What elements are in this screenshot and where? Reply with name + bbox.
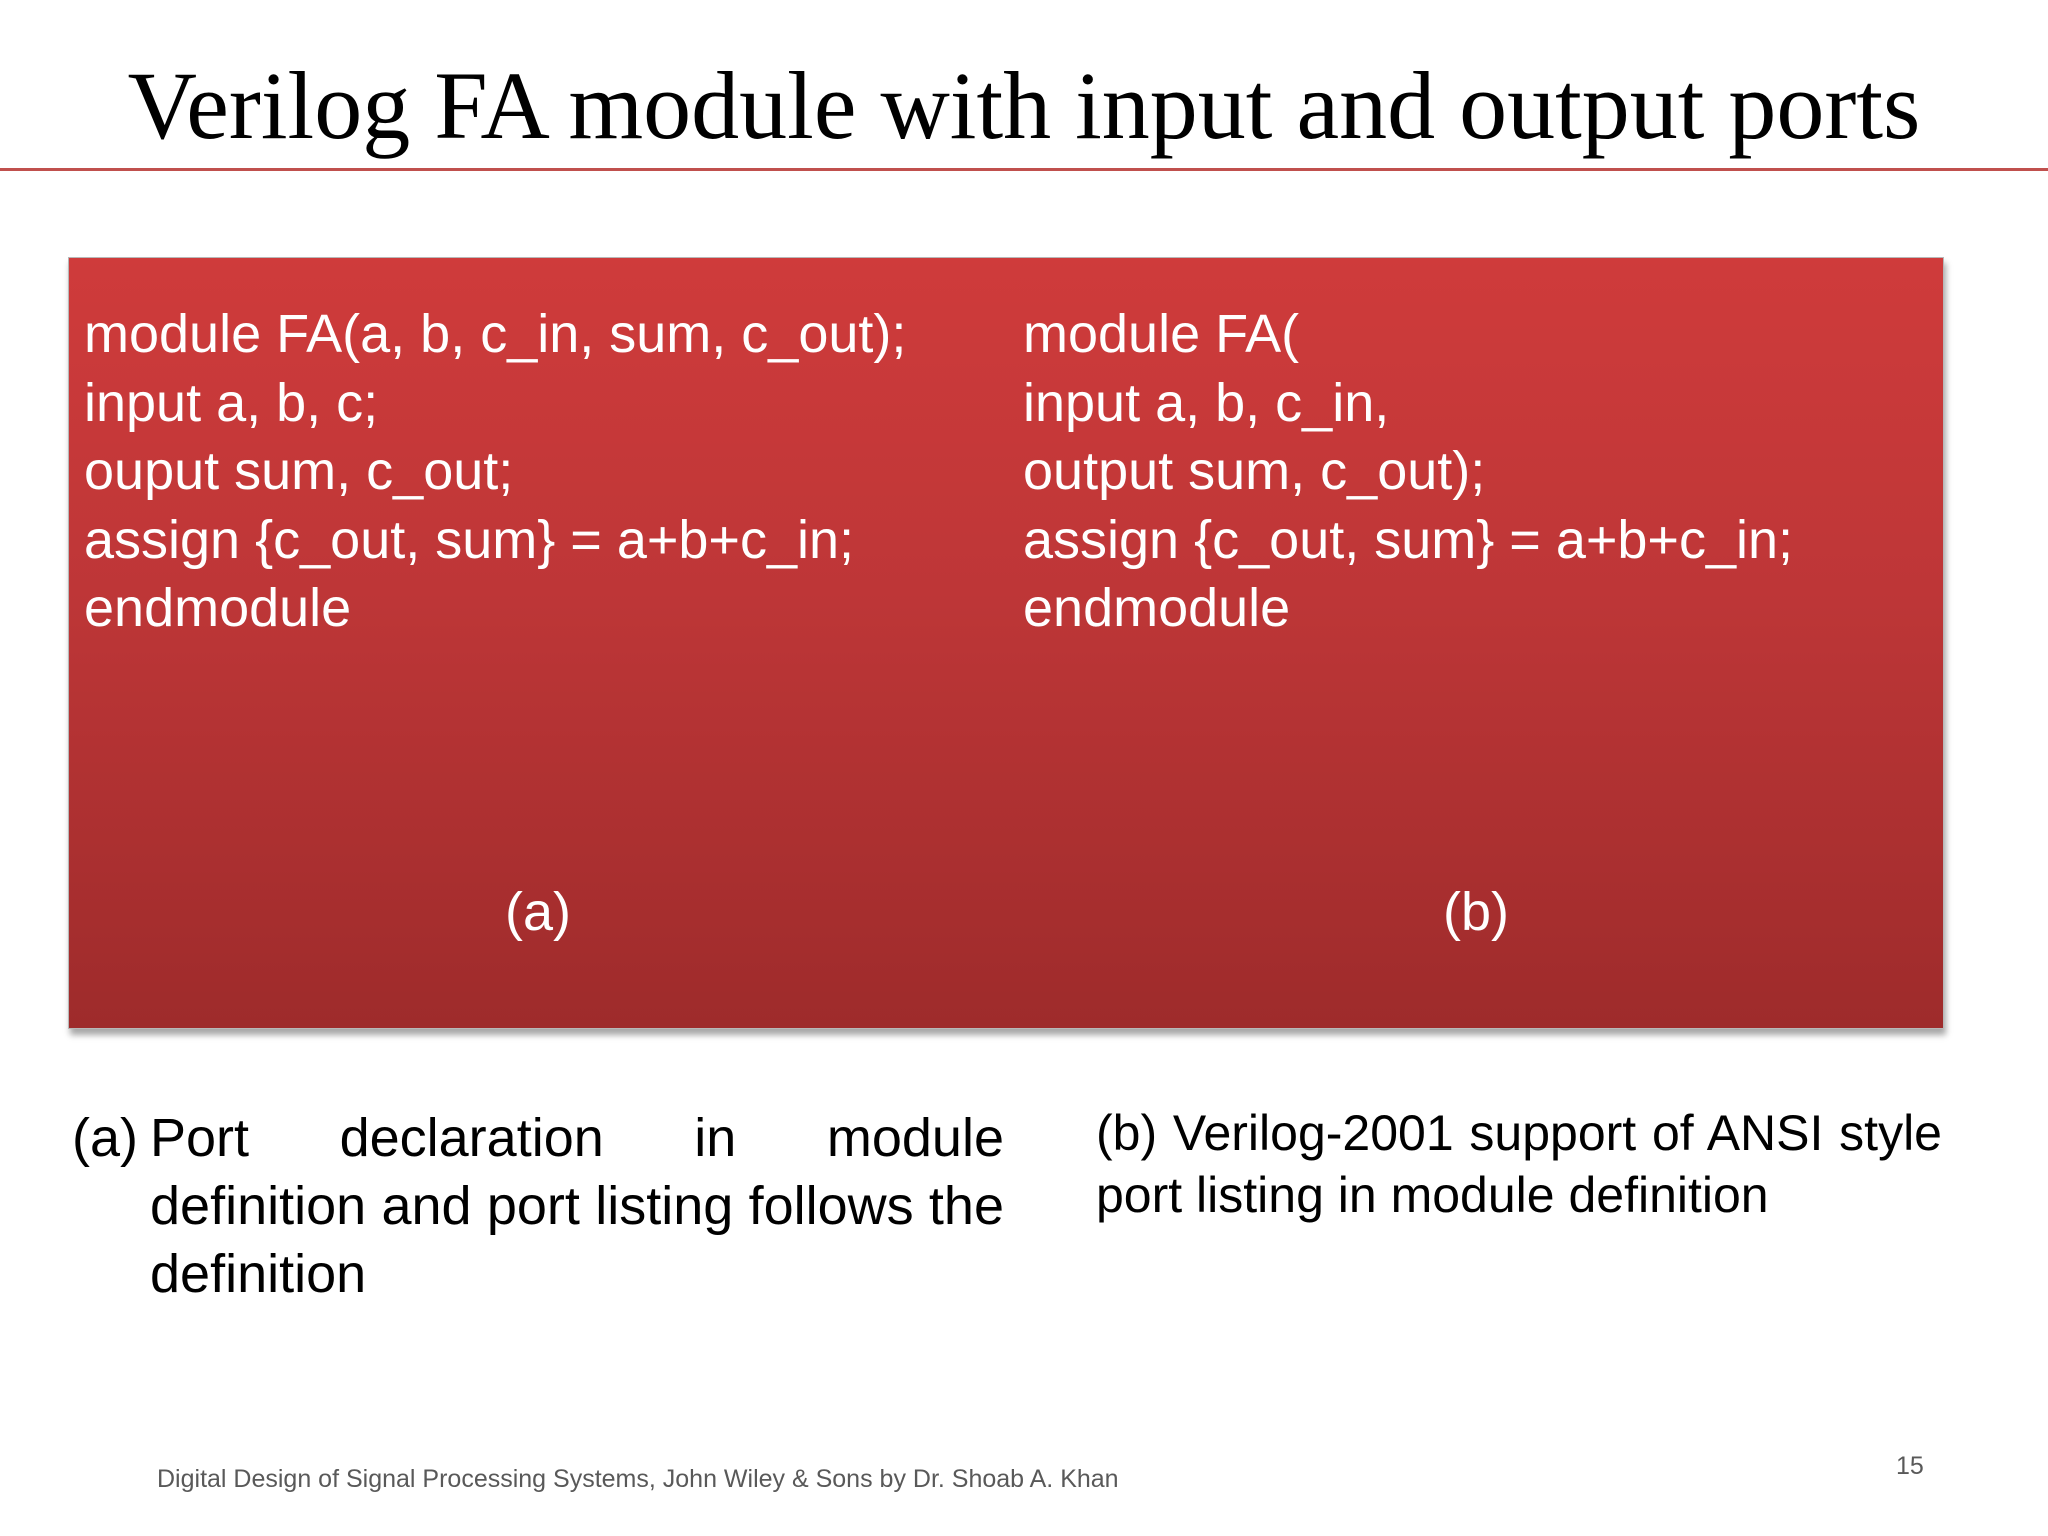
code-line: assign {c_out, sum} = a+b+c_in; [84, 509, 855, 570]
footer-citation: Digital Design of Signal Processing Systems, John Wiley & Sons by Dr. Shoab A. Khan [157, 1465, 1119, 1493]
title-divider [0, 168, 2048, 171]
caption-a-text: Port declaration in module definition and port listing follows the definition [150, 1108, 1004, 1304]
slide-title: Verilog FA module with input and output ports [127, 52, 1921, 159]
code-block-b [1023, 300, 1793, 643]
code-line: assign {c_out, sum} = a+b+c_in; [1023, 509, 1794, 570]
code-panel [68, 257, 1944, 1029]
caption-b-text: (b) Verilog-2001 support of ANSI style port listing in module definition [1096, 1105, 1942, 1223]
page-number: 15 [1896, 1452, 1924, 1480]
code-block-a [84, 300, 906, 643]
code-line: input a, b, c; [84, 372, 379, 433]
code-line: output sum, c_out); [1023, 441, 1486, 501]
panel-label-b: (b) [1443, 882, 1509, 942]
caption-a-marker: (a) [72, 1108, 138, 1168]
code-line: endmodule [1023, 578, 1291, 638]
code-line: ouput sum, c_out; [84, 441, 514, 501]
code-line: module FA( [1023, 304, 1300, 364]
code-line: endmodule [84, 578, 352, 638]
caption-a [72, 1104, 1004, 1308]
panel-label-a: (a) [505, 882, 571, 942]
code-line: module FA(a, b, c_in, sum, c_out); [84, 304, 907, 364]
code-line: input a, b, c_in, [1023, 372, 1390, 433]
